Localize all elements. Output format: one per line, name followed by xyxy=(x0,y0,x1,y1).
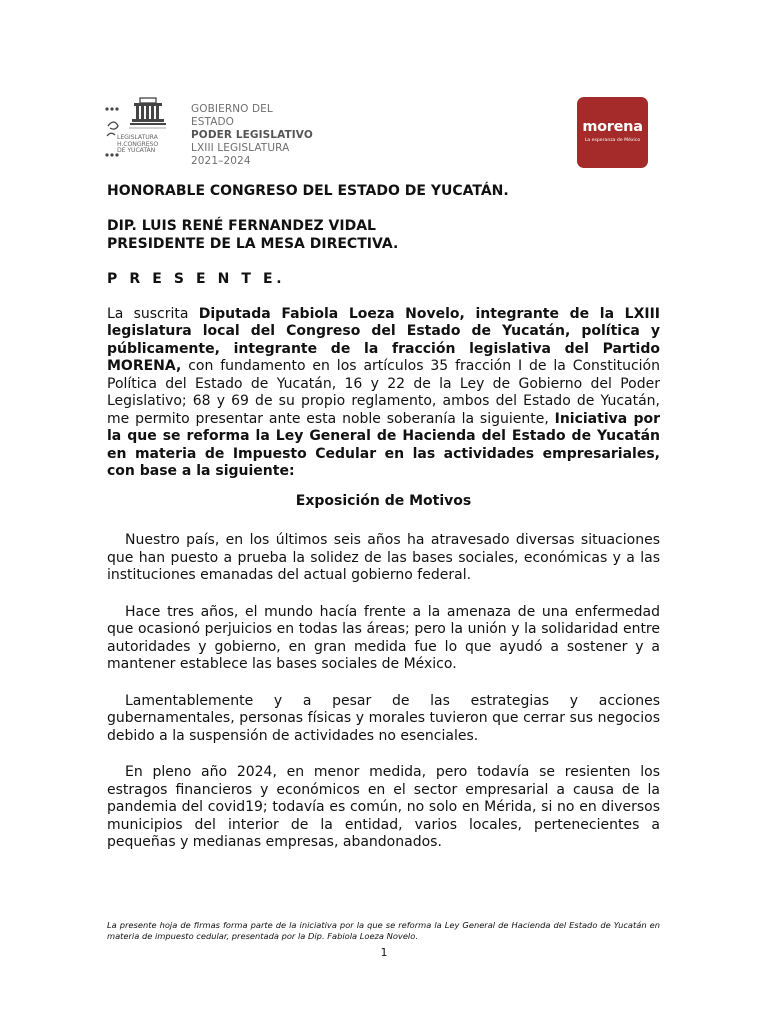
gov-line-2: PODER LEGISLATIVO xyxy=(191,129,313,141)
addressee-role: PRESIDENTE DE LA MESA DIRECTIVA. xyxy=(107,235,399,252)
presente-heading: P R E S E N T E. xyxy=(107,270,286,287)
body-paragraph: Nuestro país, en los últimos seis años ha atravesado diversas situaciones que han puesto a prueba la solidez de las bases sociales, económicas y a las instituciones emanadas del actual gobierno federal. xyxy=(107,532,660,583)
intro-bold-2: Iniciativa por la que se reforma la Ley General de Hacienda del Estado de Yucatán en materia de Impuesto Cedular en las actividades empresariales, con base a la siguiente: xyxy=(107,410,660,479)
intro-text-2: con fundamento en los artículos 35 fracción I de la Constitución Política del Estado de Yucatán, 16 y 22 de la Ley de Gobierno del Poder Legislativo; 68 y 69 de su propio reglamento, ambos del Estado de Yucatán, me permito presentar ante esta noble soberanía la siguiente, xyxy=(107,358,660,427)
intro-text-1: La suscrita xyxy=(107,305,199,322)
page-number: 1 xyxy=(380,946,388,959)
addressee-congress: HONORABLE CONGRESO DEL ESTADO DE YUCATÁN. xyxy=(107,183,509,199)
congress-logo xyxy=(104,96,314,167)
morena-logo-name: morena xyxy=(582,119,643,135)
body-paragraph: En pleno año 2024, en menor medida, pero todavía se resienten los estragos financieros y económicos en el sector empresarial a causa de la pandemia del covid19; todavía es común, no solo en Mérida, si no en diversos municipios del interior de la entidad, varios locales, pertenecientes a pequeñas y medianas empresas, abandonados. xyxy=(107,764,660,850)
morena-logo-tagline: La esperanza de México xyxy=(584,138,641,143)
footnote: La presente hoja de firmas forma parte de la iniciativa por la que se reforma la Ley General de Hacienda del Estado de Yucatán en materia de impuesto cedular, presentada por la Dip. Fabiola Loeza Novelo. xyxy=(107,920,660,941)
morena-logo xyxy=(577,97,648,168)
intro-bold-1: Diputada Fabiola Loeza Novelo, integrante de la LXIII legislatura local del Congreso del Estado de Yucatán, política y públicamente, integrante de la fracción legislativa del Partido MORENA, xyxy=(107,305,661,374)
body-paragraph: Hace tres años, el mundo hacía frente a la amenaza de una enfermedad que ocasionó perjuicios en todas las áreas; pero la unión y la solidaridad entre autoridades y gobierno, en gran medida fue lo que ayudó a sostener y a mantener establece las bases sociales de México. xyxy=(107,603,660,672)
seal-line-1: LEGISLATURA xyxy=(117,134,158,141)
government-lines xyxy=(191,103,314,168)
addressee-deputy: DIP. LUIS RENÉ FERNANDEZ VIDAL xyxy=(107,218,376,234)
document-body xyxy=(107,183,660,852)
gov-line-3: LXIII LEGISLATURA xyxy=(191,142,290,154)
intro-paragraph xyxy=(107,306,660,481)
seal-line-3: DE YUCATÁN xyxy=(117,147,156,155)
seal-caption xyxy=(117,135,158,155)
section-title: Exposición de Motivos xyxy=(295,492,472,509)
seal-line-2: H.CONGRESO xyxy=(117,140,159,148)
body-paragraph: Lamentablemente y a pesar de las estrategias y acciones gubernamentales, personas físicas y morales tuvieron que cerrar sus negocios debido a la suspensión de actividades no esenciales. xyxy=(107,692,660,744)
letterhead xyxy=(104,96,648,168)
gov-line-4: 2021–2024 xyxy=(191,155,251,167)
gov-line-1: GOBIERNO DEL ESTADO xyxy=(191,103,273,128)
